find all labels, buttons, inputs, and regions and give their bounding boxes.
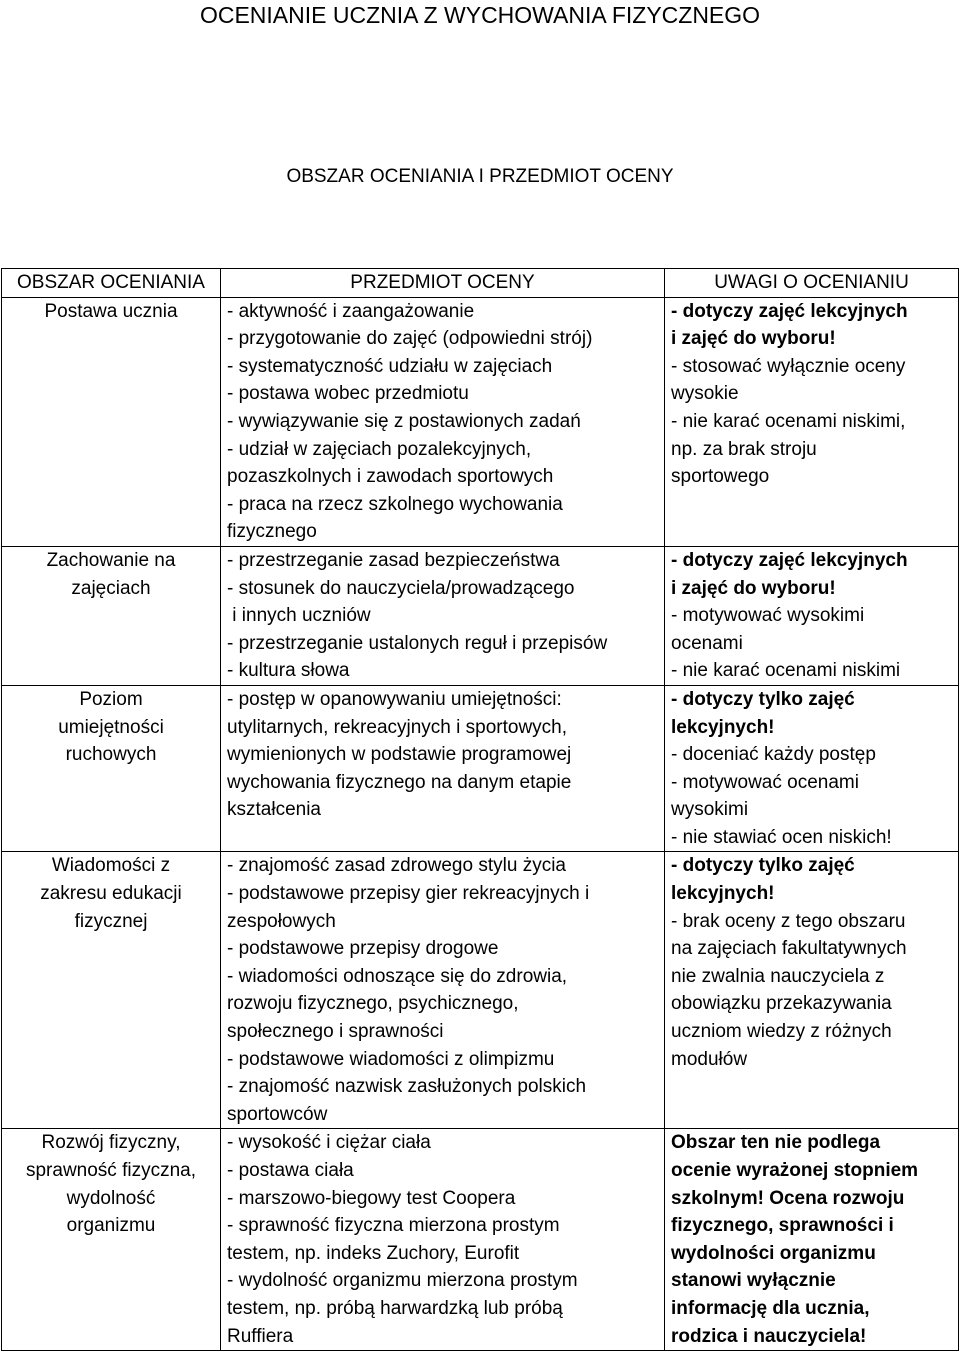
subject-line: pozaszkolnych i zawodach sportowych (227, 466, 554, 488)
area-line: ruchowych (65, 744, 157, 766)
subject-line: testem, np. próbą harwardzką lub próbą (227, 1297, 563, 1319)
area-line: zajęciach (71, 577, 151, 599)
notes-cell (665, 546, 959, 685)
subject-line: - wiadomości odnoszące się do zdrowia, (227, 965, 568, 987)
area-line: Rozwój fizyczny, (41, 1132, 181, 1154)
notes-emphasis-line: ocenie wyrażonej stopniem (671, 1160, 919, 1181)
subject-line: - znajomość zasad zdrowego stylu życia (227, 855, 566, 877)
notes-line: modułów (671, 1048, 748, 1070)
table-row (2, 852, 959, 1129)
subject-cell (221, 852, 665, 1129)
notes-emphasis-line: informację dla ucznia, (671, 1297, 870, 1319)
area-line: Poziom (79, 688, 143, 710)
subject-line: i innych uczniów (227, 605, 371, 627)
notes-emphasis-line: szkolnym! Ocena rozwoju (671, 1187, 905, 1209)
header-notes: UWAGI O OCENIANIU (665, 269, 959, 298)
table-row (2, 685, 959, 852)
subject-line: - przestrzeganie ustalonych reguł i przepisów (227, 632, 608, 654)
subject-line: sportowców (227, 1103, 328, 1125)
notes-emphasis-line: rodzica i nauczyciela! (671, 1325, 867, 1347)
notes-cell (665, 297, 959, 546)
notes-cell (665, 852, 959, 1129)
notes-cell (665, 685, 959, 852)
table-row (2, 1129, 959, 1351)
notes-line: - brak oceny z tego obszaru (671, 910, 906, 932)
header-area: OBSZAR OCENIANIA (2, 269, 221, 298)
document-subtitle: OBSZAR OCENIANIA I PRZEDMIOT OCENY (286, 166, 674, 187)
area-cell (2, 297, 221, 546)
notes-emphasis-line: - dotyczy zajęć lekcyjnych (671, 549, 908, 571)
area-cell (2, 546, 221, 685)
subject-cell (221, 297, 665, 546)
subject-line: - praca na rzecz szkolnego wychowania (227, 493, 563, 515)
notes-line: - nie stawiać ocen niskich! (671, 826, 892, 848)
subject-line: - podstawowe przepisy gier rekreacyjnych i (227, 883, 590, 905)
notes-emphasis-line: stanowi wyłącznie (671, 1270, 836, 1292)
notes-emphasis-line: lekcyjnych! (671, 716, 775, 738)
assessment-table (1, 268, 959, 1351)
subject-line: - marszowo-biegowy test Coopera (227, 1187, 516, 1209)
notes-line: - nie karać ocenami niskimi (671, 660, 901, 682)
subject-line: - przygotowanie do zajęć (odpowiedni strój) (227, 328, 593, 350)
area-line: fizycznej (74, 910, 148, 932)
subject-line: - udział w zajęciach pozalekcyjnych, (227, 438, 532, 460)
notes-line: np. za brak stroju (671, 438, 817, 460)
notes-line: - nie karać ocenami niskimi, (671, 410, 906, 432)
subject-line: - sprawność fizyczna mierzona prostym (227, 1215, 560, 1237)
table-row (2, 297, 959, 546)
notes-emphasis-line: Obszar ten nie podlega (671, 1132, 881, 1154)
subject-line: - wydolność organizmu mierzona prostym (227, 1270, 578, 1292)
notes-emphasis-line: i zajęć do wyboru! (671, 328, 836, 350)
notes-emphasis-line: - dotyczy zajęć lekcyjnych (671, 300, 908, 322)
subject-line: - stosunek do nauczyciela/prowadzącego (227, 577, 575, 599)
area-line: zakresu edukacji (40, 883, 182, 905)
notes-emphasis-line: wydolności organizmu (671, 1242, 876, 1264)
subject-line: - aktywność i zaangażowanie (227, 300, 475, 322)
area-cell (2, 685, 221, 852)
subject-cell (221, 1129, 665, 1351)
subject-line: rozwoju fizycznego, psychicznego, (227, 993, 519, 1015)
area-cell (2, 1129, 221, 1351)
notes-emphasis-line: lekcyjnych! (671, 883, 775, 905)
subject-line: testem, np. indeks Zuchory, Eurofit (227, 1242, 520, 1264)
subject-line: - postawa ciała (227, 1160, 354, 1181)
subject-line: - wysokość i ciężar ciała (227, 1132, 431, 1154)
subject-line: społecznego i sprawności (227, 1021, 444, 1043)
subject-line: - podstawowe wiadomości z olimpizmu (227, 1048, 555, 1070)
subject-line: fizycznego (227, 521, 317, 543)
subject-line: - wywiązywanie się z postawionych zadań (227, 410, 581, 432)
area-line: wydolność (66, 1187, 156, 1209)
subject-line: Ruffiera (227, 1325, 294, 1347)
header-subject: PRZEDMIOT OCENY (221, 269, 665, 298)
notes-emphasis-line: i zajęć do wyboru! (671, 577, 836, 599)
notes-line: wysokimi (671, 799, 749, 821)
notes-line: - motywować ocenami (671, 771, 859, 793)
document-title: OCENIANIE UCZNIA Z WYCHOWANIA FIZYCZNEGO (199, 2, 761, 28)
area-line: sprawność fizyczna, (25, 1160, 196, 1181)
area-line: Wiadomości z (51, 855, 171, 877)
notes-line: uczniom wiedzy z różnych (671, 1021, 892, 1043)
notes-line: - doceniać każdy postęp (671, 744, 876, 766)
subject-line: - podstawowe przepisy drogowe (227, 938, 499, 960)
subject-line: - znajomość nazwisk zasłużonych polskich (227, 1076, 587, 1098)
subject-cell (221, 685, 665, 852)
table-header-row (2, 269, 959, 298)
area-line: Zachowanie na (46, 549, 176, 571)
notes-line: - motywować wysokimi (671, 605, 865, 627)
area-line: umiejętności (58, 716, 164, 738)
notes-line: nie zwalnia nauczyciela z (671, 965, 885, 987)
subject-line: - postawa wobec przedmiotu (227, 383, 469, 405)
notes-line: obowiązku przekazywania (671, 993, 892, 1015)
notes-line: wysokie (671, 383, 739, 405)
table-row (2, 546, 959, 685)
area-cell (2, 852, 221, 1129)
subject-line: - kultura słowa (227, 660, 350, 682)
subject-line: utylitarnych, rekreacyjnych i sportowych, (227, 716, 568, 738)
area-line: organizmu (66, 1215, 156, 1237)
notes-line: - stosować wyłącznie oceny (671, 355, 906, 377)
subject-line: - systematyczność udziału w zajęciach (227, 355, 553, 377)
notes-emphasis-line: fizycznego, sprawności i (671, 1215, 894, 1237)
notes-line: na zajęciach fakultatywnych (671, 938, 907, 960)
subject-line: wymienionych w podstawie programowej (227, 744, 572, 766)
notes-emphasis-line: - dotyczy tylko zajęć (671, 855, 855, 877)
subject-line: wychowania fizycznego na danym etapie (227, 771, 572, 793)
subject-line: - postęp w opanowywaniu umiejętności: (227, 688, 562, 710)
notes-cell (665, 1129, 959, 1351)
notes-line: ocenami (671, 632, 743, 654)
area-line: Postawa ucznia (44, 300, 178, 322)
subject-line: - przestrzeganie zasad bezpieczeństwa (227, 549, 560, 571)
notes-emphasis-line: - dotyczy tylko zajęć (671, 688, 855, 710)
subject-cell (221, 546, 665, 685)
subject-line: kształcenia (227, 799, 321, 821)
subject-line: zespołowych (227, 910, 336, 932)
notes-line: sportowego (671, 466, 770, 488)
